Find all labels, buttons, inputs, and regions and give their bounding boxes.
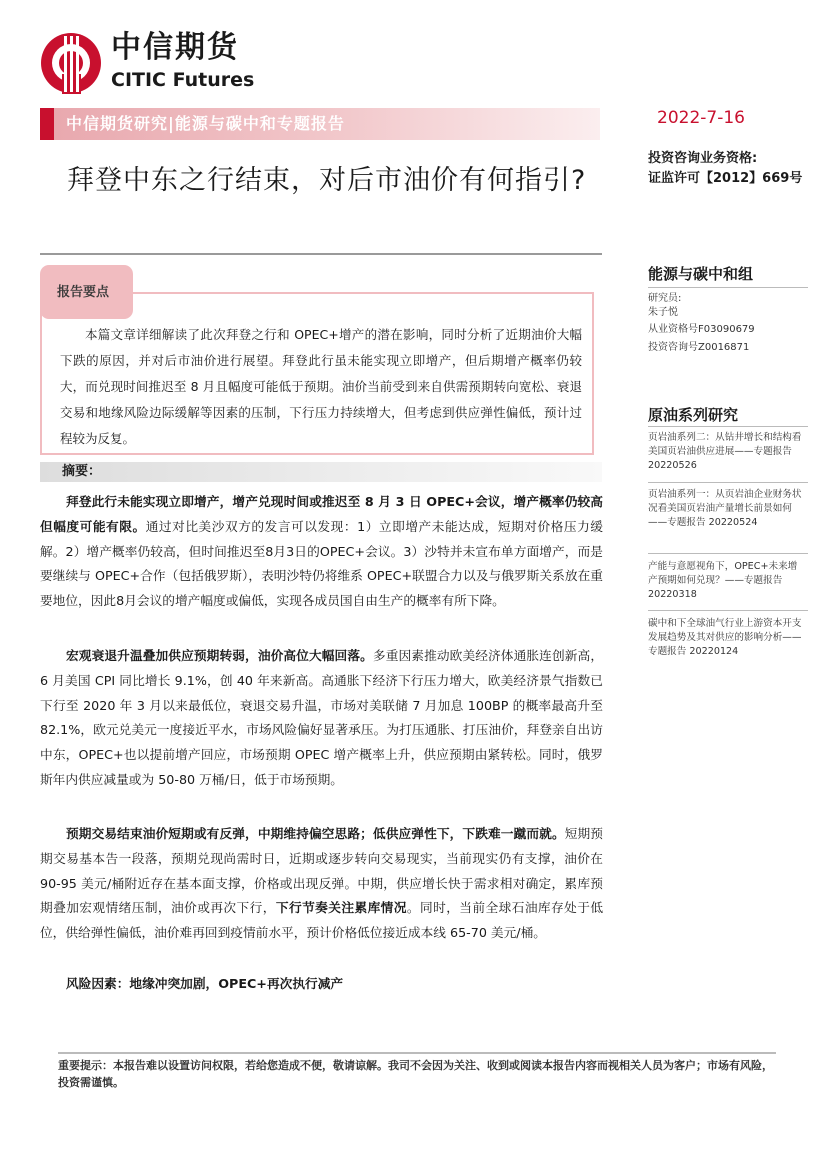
report-title: 拜登中东之行结束，对后市油价有何指引? (67, 165, 587, 196)
footer-notice: 重要提示：本报告难以设置访问权限，若给您造成不便，敬请谅解。我司不会因为关注、收到或阅读本报告内容而视相关人员为客户；市场有风险，投资需谨慎。 (58, 1059, 773, 1089)
brand-name-cn: 中信期货 (111, 30, 239, 65)
abstract-paragraph-2 (40, 644, 603, 793)
abstract-paragraph-1 (40, 490, 603, 614)
brand-name-en: CITIC Futures (111, 69, 255, 91)
series-item-divider (648, 482, 808, 483)
risk-factors (40, 972, 603, 997)
report-date: 2022-7-16 (657, 108, 745, 128)
summary-tab-label: 报告要点 (57, 285, 110, 300)
paragraph-1-body: 通过对比美沙双方的发言可以发现：1）立即增产未能达成，短期对价格压力缓解。2）增产概率仍较高，但时间推迟至8月3日的OPEC+会议。3）沙特并未宣布单方面增产，而是要继续与 OPEC+合作（包括俄罗斯），表明沙特仍将维系 OPEC+联盟合力以及与俄罗斯关系放在重要地位，因此8月会议的增产幅度或偏低，实现各成员国自由生产的概率有所下降。 (40, 518, 603, 609)
paragraph-3-lead: 预期交易结束油价短期或有反弹，中期维持偏空思路；低供应弹性下，下跌难一蹴而就。 (66, 826, 565, 841)
license-number: 证监许可【2012】669号 (648, 171, 803, 186)
abstract-bar (40, 462, 602, 482)
banner-accent (40, 108, 54, 140)
paragraph-3-emphasis: 下行节奏关注累库情况 (275, 900, 407, 916)
researcher-label: 研究员: (648, 293, 682, 304)
series-item[interactable]: 碳中和下全球油气行业上游资本开支发展趋势及其对供应的影响分析——专题报告 20220124 (648, 618, 802, 657)
consult-cert: 投资咨询号Z0016871 (648, 342, 750, 353)
abstract-label: 摘要： (62, 464, 102, 479)
paragraph-3-body-b: 。同时，当前全球石油库存处于低位，供给弹性偏低，油价难再回到疫情前水平，预计价格低位接近成本线 65-70 美元/桶。 (40, 900, 604, 941)
series-item-divider (648, 610, 808, 611)
series-item[interactable]: 产能与意愿视角下，OPEC+未来增产预期如何兑现？——专题报告 20220318 (648, 561, 798, 600)
risk-factors-text: 风险因素：地缘冲突加剧，OPEC+再次执行减产 (66, 976, 344, 991)
citic-logo-icon (40, 32, 102, 94)
paragraph-2-body: 多重因素推动欧美经济体通胀连创新高，6 月美国 CPI 同比增长 9.1%，创 40 年来新高。高通胀下经济下行压力增大，欧美经济景气指数已下行至 2020 年 3 月以来最低位，衰退交易升温，市场对美联储 7 月加息 100BP 的概率最高升至 82.1%，欧元兑美元一度接近平水，市场风险偏好显著承压。为打压通胀、打压油价，拜登亲自出访中东，OPEC+也以提前增产回应，市场预期 OPEC 增产概率上升，供应预期由紧转松。同时，俄罗斯年内供应减量或为 50-80 万桶/日，低于市场预期。 (40, 648, 604, 787)
series-title: 原油系列研究 (648, 406, 739, 424)
abstract-paragraph-3 (40, 822, 603, 946)
paragraph-2-lead: 宏观衰退升温叠加供应预期转弱，油价高位大幅回落。 (66, 648, 373, 663)
researcher-name: 朱子悦 (648, 307, 678, 318)
paragraph-3-body-a: 短期预期交易基本告一段落，预期兑现尚需时日，近期或逐步转向交易现实，当前现实仍有支撑，油价在 90-95 美元/桶附近存在基本面支撑，价格或出现反弹。中期，供应增长快于需求相对确定，累库预期叠加宏观情绪压制，油价或再次下行， (40, 826, 603, 916)
series-divider (648, 426, 808, 427)
paragraph-1-lead: 拜登此行未能实现立即增产，增产兑现时间或推迟至 8 月 3 日 OPEC+会议，增产概率仍较高但幅度可能有限。 (40, 494, 603, 534)
qualification-label: 投资咨询业务资格: (648, 151, 758, 166)
footer-divider (58, 1052, 776, 1054)
practice-cert: 从业资格号F03090679 (648, 324, 755, 335)
title-divider (40, 253, 602, 255)
group-name: 能源与碳中和组 (648, 265, 754, 283)
series-item[interactable]: 页岩油系列二：从钻井增长和结构看美国页岩油供应进展——专题报告 20220526 (648, 432, 802, 471)
summary-text: 本篇文章详细解读了此次拜登之行和 OPEC+增产的潜在影响，同时分析了近期油价大幅下跌的原因，并对后市油价进行展望。拜登此行虽未能实现立即增产，但后期增产概率仍较大，而兑现时间推迟至 8 月且幅度可能低于预期。油价当前受到来自供需预期转向宽松、衰退交易和地缘风险边际缓解等因素的压制，下行压力持续增大，但考虑到供应弹性偏低，预计过程较为反复。 (60, 327, 582, 446)
banner-title: 中信期货研究|能源与碳中和专题报告 (66, 114, 345, 133)
group-divider (648, 287, 808, 288)
series-item-divider (648, 553, 808, 554)
series-item[interactable]: 页岩油系列一：从页岩油企业财务状况看美国页岩油产量增长前景如何——专题报告 20220524 (648, 489, 802, 528)
